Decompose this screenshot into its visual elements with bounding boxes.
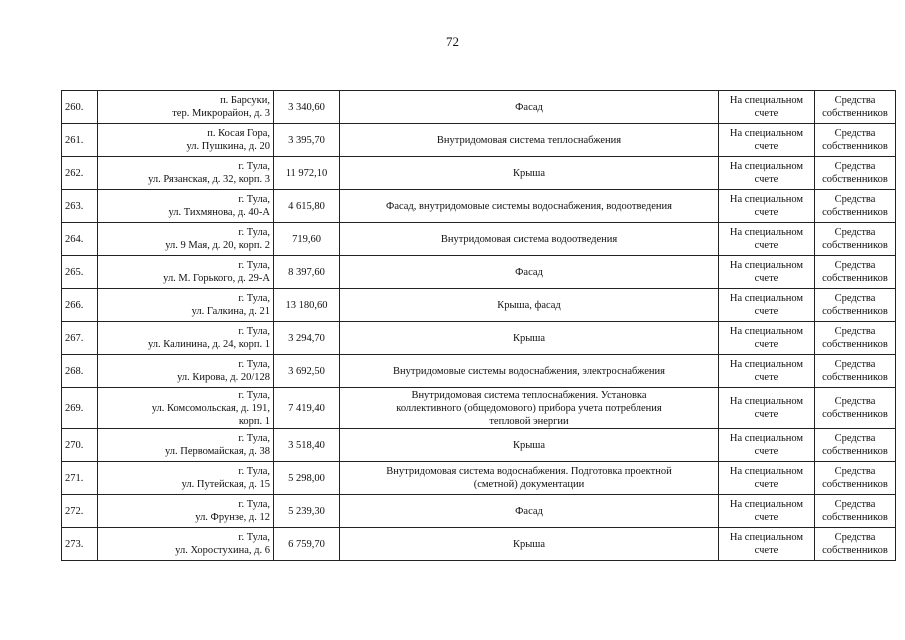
address-cell xyxy=(98,91,274,124)
cost-cell-line: 13 180,60 xyxy=(285,299,328,311)
address-cell xyxy=(98,388,274,429)
address-cell-line: г. Тула, xyxy=(238,227,270,238)
funding-source-cell-line: Средства xyxy=(834,326,876,337)
funding-source-cell-line: собственников xyxy=(822,141,888,152)
work-type-cell xyxy=(340,256,719,289)
work-type-cell xyxy=(340,124,719,157)
row-number xyxy=(62,495,98,528)
cost-cell-line: 6 759,70 xyxy=(288,538,325,550)
account-cell-line: счете xyxy=(754,174,779,185)
funding-source-cell xyxy=(815,157,896,190)
work-type-cell-line: Внутридомовая система водоотведения xyxy=(440,233,618,245)
account-cell-line: На специальном xyxy=(729,396,804,407)
work-type-cell-line: (сметной) документации xyxy=(473,479,585,490)
row-number-line: 269. xyxy=(65,402,84,414)
work-type-cell xyxy=(340,190,719,223)
account-cell-line: счете xyxy=(754,409,779,420)
account-cell-line: На специальном xyxy=(729,260,804,271)
cost-cell xyxy=(274,256,340,289)
funding-source-cell xyxy=(815,91,896,124)
cost-cell-line: 8 397,60 xyxy=(288,266,325,278)
account-cell xyxy=(719,355,815,388)
account-cell-line: счете xyxy=(754,512,779,523)
address-cell xyxy=(98,157,274,190)
address-cell xyxy=(98,256,274,289)
row-number-line: 271. xyxy=(65,472,84,484)
address-cell xyxy=(98,355,274,388)
funding-source-cell-line: Средства xyxy=(834,433,876,444)
account-cell-line: счете xyxy=(754,273,779,284)
cost-cell-line: 719,60 xyxy=(292,233,321,245)
table-row xyxy=(62,223,896,256)
funding-source-cell-line: собственников xyxy=(822,479,888,490)
account-cell-line: счете xyxy=(754,141,779,152)
table-row xyxy=(62,289,896,322)
address-cell-line: г. Тула, xyxy=(238,466,270,477)
row-number xyxy=(62,388,98,429)
funding-source-cell xyxy=(815,429,896,462)
row-number xyxy=(62,528,98,561)
account-cell xyxy=(719,495,815,528)
funding-source-cell xyxy=(815,528,896,561)
account-cell-line: На специальном xyxy=(729,95,804,106)
table-row xyxy=(62,462,896,495)
row-number xyxy=(62,256,98,289)
account-cell-line: счете xyxy=(754,545,779,556)
account-cell-line: счете xyxy=(754,108,779,119)
work-type-cell-line: Крыша xyxy=(512,167,546,179)
funding-source-cell-line: Средства xyxy=(834,260,876,271)
row-number-line: 262. xyxy=(65,167,84,179)
row-number xyxy=(62,91,98,124)
funding-source-cell xyxy=(815,355,896,388)
funding-source-cell-line: Средства xyxy=(834,532,876,543)
account-cell-line: На специальном xyxy=(729,161,804,172)
funding-source-cell xyxy=(815,223,896,256)
funding-source-cell-line: Средства xyxy=(834,227,876,238)
funding-source-cell-line: собственников xyxy=(822,240,888,251)
table-row xyxy=(62,322,896,355)
account-cell xyxy=(719,190,815,223)
funding-source-cell xyxy=(815,256,896,289)
account-cell-line: счете xyxy=(754,446,779,457)
row-number-line: 270. xyxy=(65,439,84,451)
address-cell xyxy=(98,223,274,256)
row-number xyxy=(62,322,98,355)
address-cell-line: г. Тула, xyxy=(238,433,270,444)
account-cell xyxy=(719,462,815,495)
table-row xyxy=(62,388,896,429)
address-cell xyxy=(98,322,274,355)
work-type-cell-line: Фасад xyxy=(515,101,543,113)
work-type-cell xyxy=(340,157,719,190)
table-body xyxy=(62,91,896,561)
row-number xyxy=(62,289,98,322)
address-cell xyxy=(98,124,274,157)
funding-source-cell xyxy=(815,289,896,322)
funding-source-cell-line: собственников xyxy=(822,174,888,185)
funding-source-cell-line: Средства xyxy=(834,194,876,205)
account-cell-line: На специальном xyxy=(729,466,804,477)
cost-cell xyxy=(274,223,340,256)
row-number xyxy=(62,429,98,462)
funding-source-cell-line: собственников xyxy=(822,512,888,523)
work-type-cell-line: Фасад xyxy=(515,266,543,278)
cost-cell-line: 5 239,30 xyxy=(288,505,325,517)
cost-cell xyxy=(274,355,340,388)
funding-source-cell-line: собственников xyxy=(822,339,888,350)
address-cell-line: ул. М. Горького, д. 29-А xyxy=(163,273,270,284)
work-type-cell xyxy=(340,528,719,561)
account-cell-line: счете xyxy=(754,207,779,218)
funding-source-cell-line: Средства xyxy=(834,499,876,510)
work-type-cell-line: Внутридомовые системы водоснабжения, электроснабжения xyxy=(393,365,665,377)
address-cell xyxy=(98,429,274,462)
cost-cell-line: 7 419,40 xyxy=(288,402,325,414)
account-cell-line: счете xyxy=(754,372,779,383)
cost-cell-line: 4 615,80 xyxy=(288,200,325,212)
cost-cell xyxy=(274,289,340,322)
work-type-cell-line: Внутридомовая система водоснабжения. Подготовка проектной xyxy=(386,466,672,477)
account-cell-line: На специальном xyxy=(729,359,804,370)
work-type-cell-line: Крыша xyxy=(512,332,546,344)
cost-cell-line: 3 395,70 xyxy=(288,134,325,146)
row-number-line: 267. xyxy=(65,332,84,344)
address-cell-line: ул. Калинина, д. 24, корп. 1 xyxy=(147,339,270,350)
work-type-cell xyxy=(340,388,719,429)
cost-cell xyxy=(274,429,340,462)
row-number-line: 261. xyxy=(65,134,84,146)
address-cell-line: тер. Микрорайон, д. 3 xyxy=(172,108,270,119)
account-cell xyxy=(719,322,815,355)
work-type-cell-line: коллективного (общедомового) прибора учета потребления xyxy=(396,402,662,414)
address-cell-line: г. Тула, xyxy=(238,389,270,401)
table-row xyxy=(62,429,896,462)
cost-cell-line: 3 518,40 xyxy=(288,439,325,451)
funding-source-cell-line: Средства xyxy=(834,95,876,106)
table-row xyxy=(62,124,896,157)
funding-source-cell-line: Средства xyxy=(834,396,876,407)
row-number xyxy=(62,462,98,495)
account-cell-line: На специальном xyxy=(729,128,804,139)
cost-cell xyxy=(274,528,340,561)
address-cell-line: ул. Первомайская, д. 38 xyxy=(165,446,270,457)
funding-source-cell-line: собственников xyxy=(822,207,888,218)
work-type-cell xyxy=(340,495,719,528)
work-type-cell xyxy=(340,462,719,495)
funding-source-cell-line: Средства xyxy=(834,128,876,139)
cost-cell xyxy=(274,124,340,157)
funding-source-cell-line: Средства xyxy=(834,359,876,370)
work-type-cell xyxy=(340,289,719,322)
account-cell-line: На специальном xyxy=(729,532,804,543)
cost-cell xyxy=(274,495,340,528)
cost-cell-line: 3 294,70 xyxy=(288,332,325,344)
account-cell xyxy=(719,429,815,462)
work-type-cell xyxy=(340,91,719,124)
account-cell xyxy=(719,91,815,124)
row-number-line: 266. xyxy=(65,299,84,311)
address-cell-line: г. Тула, xyxy=(238,194,270,205)
row-number xyxy=(62,355,98,388)
cost-cell xyxy=(274,190,340,223)
cost-cell xyxy=(274,462,340,495)
cost-cell xyxy=(274,157,340,190)
account-cell xyxy=(719,528,815,561)
address-cell xyxy=(98,190,274,223)
row-number xyxy=(62,190,98,223)
work-type-cell-line: тепловой энергии xyxy=(489,415,569,427)
account-cell-line: счете xyxy=(754,479,779,490)
account-cell-line: счете xyxy=(754,240,779,251)
row-number-line: 272. xyxy=(65,505,84,517)
address-cell xyxy=(98,462,274,495)
funding-source-cell-line: Средства xyxy=(834,293,876,304)
work-type-cell-line: Фасад, внутридомовые системы водоснабжения, водоотведения xyxy=(386,200,672,212)
funding-source-cell-line: собственников xyxy=(822,108,888,119)
row-number-line: 263. xyxy=(65,200,84,212)
address-cell-line: г. Тула, xyxy=(238,293,270,304)
account-cell-line: На специальном xyxy=(729,326,804,337)
address-cell-line: г. Тула, xyxy=(238,161,270,172)
account-cell xyxy=(719,256,815,289)
cost-cell-line: 5 298,00 xyxy=(288,472,325,484)
work-type-cell xyxy=(340,355,719,388)
funding-source-cell-line: Средства xyxy=(834,466,876,477)
work-type-cell xyxy=(340,223,719,256)
funding-source-cell-line: собственников xyxy=(822,372,888,383)
funding-source-cell-line: собственников xyxy=(822,446,888,457)
table-row xyxy=(62,157,896,190)
funding-source-cell-line: собственников xyxy=(822,273,888,284)
address-cell-line: г. Тула, xyxy=(238,326,270,337)
row-number-line: 264. xyxy=(65,233,84,245)
row-number-line: 260. xyxy=(65,101,84,113)
address-cell-line: г. Тула, xyxy=(238,499,270,510)
address-cell-line: ул. 9 Мая, д. 20, корп. 2 xyxy=(165,240,270,251)
funding-source-cell xyxy=(815,388,896,429)
account-cell-line: На специальном xyxy=(729,293,804,304)
address-cell-line: ул. Кирова, д. 20/128 xyxy=(177,372,270,383)
cost-cell xyxy=(274,388,340,429)
address-cell-line: ул. Фрунзе, д. 12 xyxy=(195,512,270,523)
funding-source-cell-line: собственников xyxy=(822,545,888,556)
account-cell-line: На специальном xyxy=(729,227,804,238)
address-cell-line: ул. Хоростухина, д. 6 xyxy=(175,545,270,556)
table-row xyxy=(62,190,896,223)
row-number xyxy=(62,157,98,190)
address-cell-line: ул. Путейская, д. 15 xyxy=(181,479,270,490)
account-cell-line: счете xyxy=(754,306,779,317)
funding-source-cell-line: собственников xyxy=(822,306,888,317)
account-cell xyxy=(719,124,815,157)
address-cell-line: корп. 1 xyxy=(238,415,270,427)
address-cell-line: ул. Комсомольская, д. 191, xyxy=(151,402,270,414)
address-cell xyxy=(98,495,274,528)
cost-cell xyxy=(274,91,340,124)
row-number-line: 268. xyxy=(65,365,84,377)
work-type-cell xyxy=(340,322,719,355)
address-cell-line: г. Тула, xyxy=(238,532,270,543)
table-row xyxy=(62,355,896,388)
cost-cell-line: 3 340,60 xyxy=(288,101,325,113)
account-cell-line: На специальном xyxy=(729,194,804,205)
repair-works-table xyxy=(61,90,896,561)
address-cell-line: г. Тула, xyxy=(238,260,270,271)
cost-cell-line: 11 972,10 xyxy=(285,167,328,179)
funding-source-cell-line: Средства xyxy=(834,161,876,172)
account-cell xyxy=(719,157,815,190)
page-number: 72 xyxy=(446,34,459,49)
address-cell-line: п. Косая Гора, xyxy=(207,128,270,139)
work-type-cell xyxy=(340,429,719,462)
funding-source-cell xyxy=(815,462,896,495)
funding-source-cell xyxy=(815,190,896,223)
account-cell xyxy=(719,223,815,256)
row-number xyxy=(62,223,98,256)
cost-cell-line: 3 692,50 xyxy=(288,365,325,377)
table-row xyxy=(62,528,896,561)
account-cell-line: На специальном xyxy=(729,433,804,444)
work-type-cell-line: Внутридомовая система теплоснабжения. Установка xyxy=(411,389,647,401)
cost-cell xyxy=(274,322,340,355)
address-cell-line: п. Барсуки, xyxy=(220,95,270,106)
work-type-cell-line: Внутридомовая система теплоснабжения xyxy=(436,134,622,146)
work-type-cell-line: Крыша xyxy=(512,439,546,451)
work-type-cell-line: Фасад xyxy=(515,505,543,517)
funding-source-cell xyxy=(815,495,896,528)
account-cell-line: счете xyxy=(754,339,779,350)
address-cell-line: г. Тула, xyxy=(238,359,270,370)
work-type-cell-line: Крыша xyxy=(512,538,546,550)
funding-source-cell xyxy=(815,124,896,157)
address-cell-line: ул. Галкина, д. 21 xyxy=(191,306,270,317)
address-cell xyxy=(98,289,274,322)
table-row xyxy=(62,91,896,124)
account-cell xyxy=(719,388,815,429)
row-number xyxy=(62,124,98,157)
address-cell-line: ул. Тихмянова, д. 40-А xyxy=(168,207,270,218)
account-cell-line: На специальном xyxy=(729,499,804,510)
account-cell xyxy=(719,289,815,322)
row-number-line: 265. xyxy=(65,266,84,278)
funding-source-cell-line: собственников xyxy=(822,409,888,420)
address-cell-line: ул. Рязанская, д. 32, корп. 3 xyxy=(148,174,270,185)
address-cell-line: ул. Пушкина, д. 20 xyxy=(186,141,270,152)
funding-source-cell xyxy=(815,322,896,355)
address-cell xyxy=(98,528,274,561)
work-type-cell-line: Крыша, фасад xyxy=(497,299,561,311)
row-number-line: 273. xyxy=(65,538,84,550)
table-row xyxy=(62,256,896,289)
table-row xyxy=(62,495,896,528)
